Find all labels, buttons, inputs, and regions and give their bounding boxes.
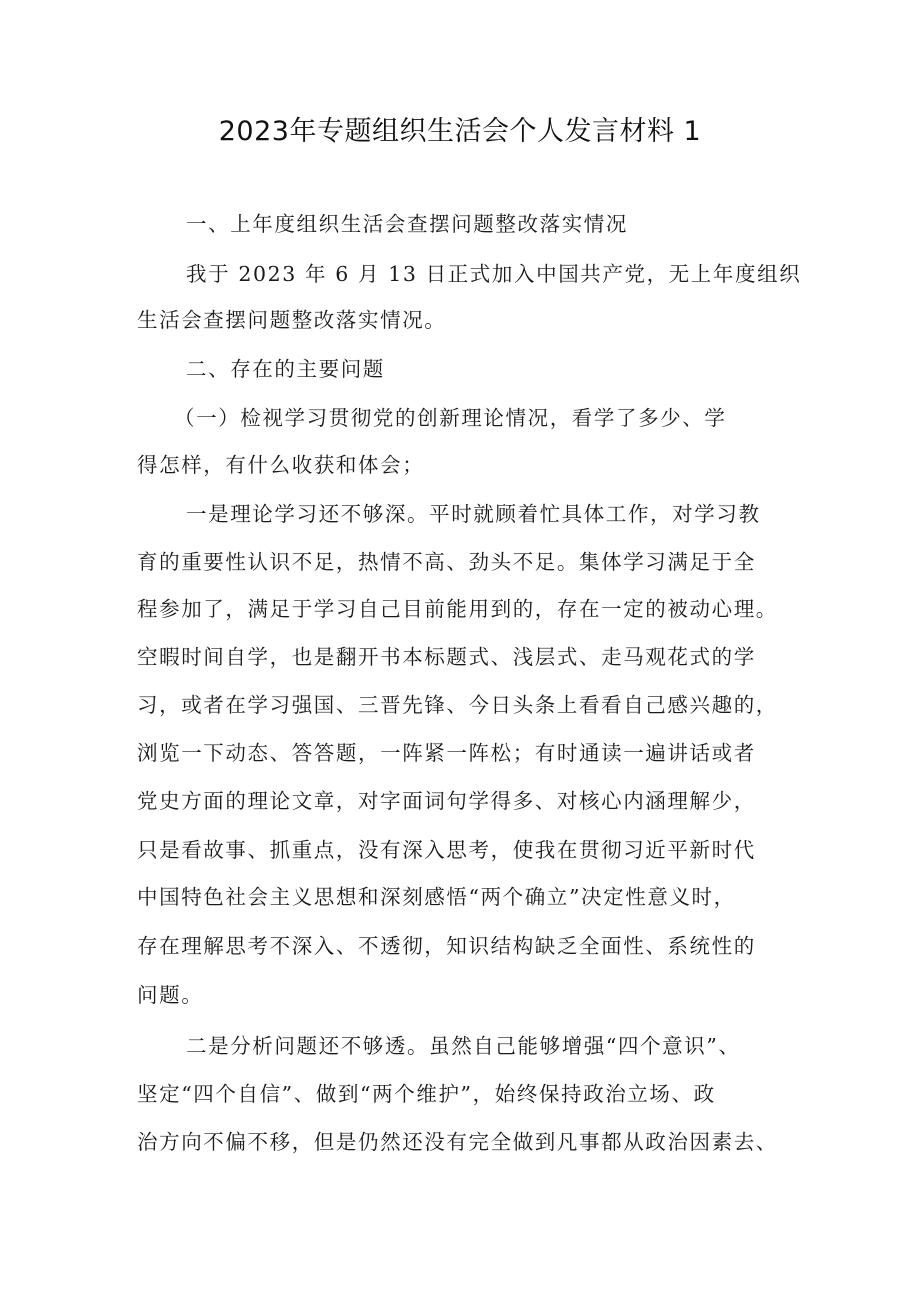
subsection-heading: （一）检视学习贯彻党的创新理论情况，看学了多少、学 (174, 406, 727, 430)
paragraph-line: 党史方面的理论文章，对字面词句学得多、对核心内涵理解少， (137, 789, 756, 813)
paragraph-line: 只是看故事、抓重点，没有深入思考，使我在贯彻习近平新时代 (137, 838, 756, 862)
paragraph-line: 坚定“四个自信”、做到“两个维护”，始终保持政治立场、政 (137, 1082, 716, 1106)
paragraph-line: 我于 2023 年 6 月 13 日正式加入中国共产党，无上年度组织 (186, 262, 802, 286)
paragraph-line: 治方向不偏不移，但是仍然还没有完全做到凡事都从政治因素去、 (137, 1130, 778, 1154)
paragraph-line: 生活会查摆问题整改落实情况。 (137, 308, 447, 332)
paragraph-line: 程参加了，满足于学习自己目前能用到的，存在一定的被动心理。 (137, 597, 778, 621)
paragraph-line: 二是分析问题还不够透。虽然自己能够增强“四个意识”、 (186, 1034, 741, 1058)
paragraph-line: 存在理解思考不深入、不透彻，知识结构缺乏全面性、系统性的 (137, 934, 756, 958)
paragraph-line: 一是理论学习还不够深。平时就顾着忙具体工作，对学习教 (186, 502, 761, 526)
document-title: 2023年专题组织生活会个人发言材料 1 (218, 116, 702, 147)
paragraph-line: 中国特色社会主义思想和深刻感悟“两个确立”决定性意义时， (137, 885, 736, 909)
paragraph-line: 浏览一下动态、答答题，一阵紧一阵松；有时通读一遍讲话或者 (137, 741, 756, 765)
subsection-heading: 得怎样，有什么收获和体会； (137, 453, 425, 477)
section-heading-2: 二、存在的主要问题 (186, 357, 385, 381)
paragraph-line: 习，或者在学习强国、三晋先锋、今日头条上看看自己感兴趣的， (137, 693, 778, 717)
paragraph-line: 空暇时间自学，也是翻开书本标题式、浅层式、走马观花式的学 (137, 645, 756, 669)
paragraph-line: 问题。 (137, 983, 204, 1007)
section-heading-1: 一、上年度组织生活会查摆问题整改落实情况 (186, 212, 628, 236)
paragraph-line: 育的重要性认识不足，热情不高、劲头不足。集体学习满足于全 (137, 550, 756, 574)
